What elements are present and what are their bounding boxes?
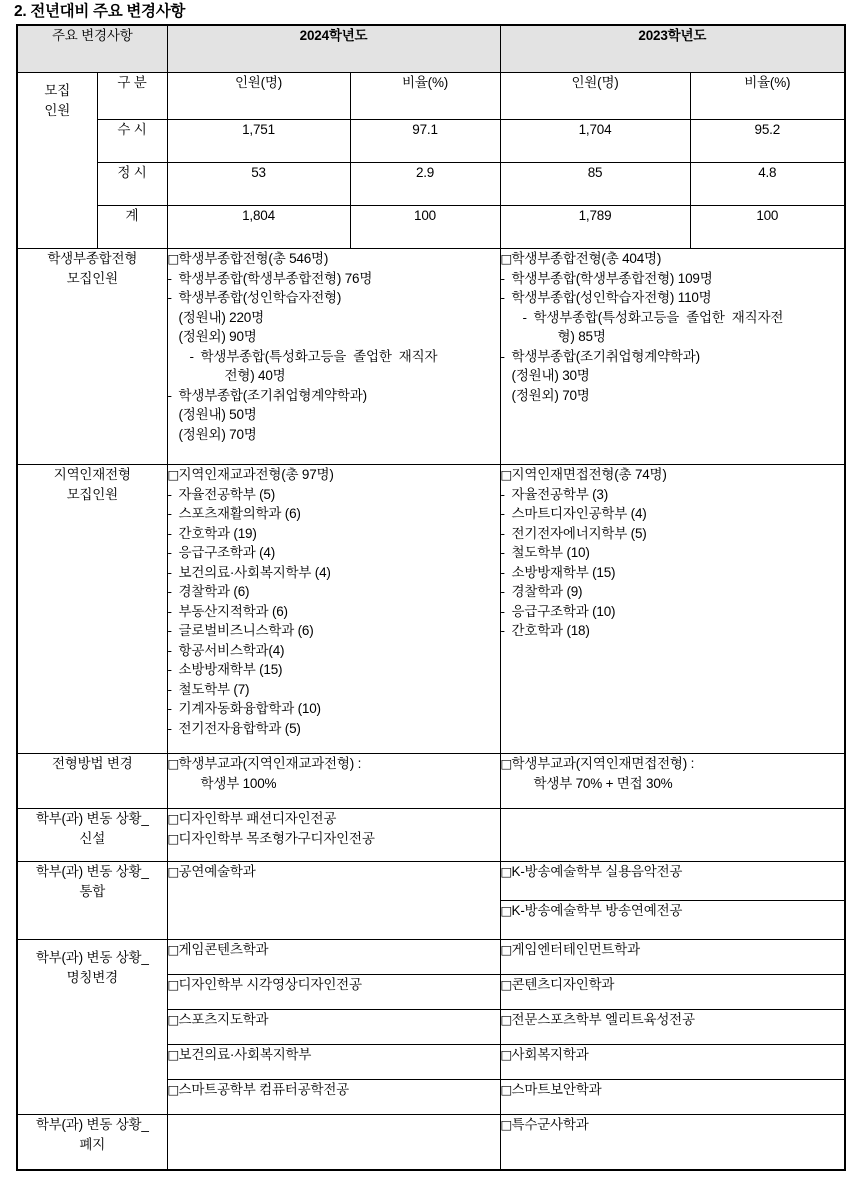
content-line-text: 전형) 40명: [224, 368, 286, 383]
content-line: [168, 829, 500, 849]
content-line-text: (정원외) 70명: [178, 426, 257, 442]
content-line-text: 학생부종합(조기취업형계약학과): [178, 387, 367, 403]
dash-bullet-icon: -: [500, 545, 505, 560]
new-department-2024-cell: [167, 809, 500, 862]
renamed-2023-text-2: 전문스포츠학부 엘리트육성전공: [511, 1012, 695, 1027]
dash-bullet-icon: -: [167, 564, 172, 580]
content-line: [501, 485, 845, 505]
renamed-2024-text-2: 스포츠지도학과: [178, 1012, 269, 1027]
renamed-2023-cell-4: [500, 1080, 845, 1115]
content-line-text: 간호학과 (18): [511, 623, 590, 638]
content-line-text: 철도학부 (7): [178, 681, 250, 697]
renamed-2024-cell-1: [167, 975, 500, 1010]
content-line: [168, 543, 500, 563]
content-line: [168, 269, 500, 289]
dash-bullet-icon: -: [167, 584, 172, 599]
merged-department-2024-cell: [167, 862, 500, 940]
new-department-row: [17, 809, 845, 862]
method-change-row: [17, 754, 845, 809]
content-line-text: 전기전자융합학과 (5): [178, 720, 301, 736]
new-department-2023-cell: [500, 809, 845, 862]
content-line: [168, 485, 500, 505]
dash-bullet-icon: -: [500, 348, 505, 364]
content-line: [168, 288, 500, 308]
content-line-text: 형) 85명: [557, 329, 606, 344]
table-row: [17, 120, 845, 163]
content-line-text: 자율전공학부 (3): [511, 486, 609, 502]
recruit-count2023-2: 1,789: [500, 206, 690, 249]
box-bullet-icon: □: [500, 1047, 513, 1062]
renamed-2023-text-3: 사회복지학과: [511, 1047, 589, 1062]
box-bullet-icon: □: [500, 903, 513, 918]
content-line: [168, 862, 500, 882]
merged-2023-text-0: K-방송예술학부 실용음악전공: [511, 864, 683, 879]
renamed-2023-cell-2: [500, 1010, 845, 1045]
box-bullet-icon: □: [167, 977, 180, 992]
method-change-label: 전형방법 변경: [17, 754, 167, 809]
content-line-text: (정원내) 50명: [178, 407, 257, 422]
content-line-text: (정원내) 220명: [178, 309, 264, 325]
content-line: [501, 249, 845, 269]
table-row: [17, 206, 845, 249]
content-line: [168, 809, 500, 829]
renamed-2024-text-1: 디자인학부 시각영상디자인전공: [178, 977, 362, 992]
regional-label: 지역인재전형 모집인원: [17, 465, 167, 754]
content-line-text: 학생부종합(학생부종합전형) 76명: [178, 270, 373, 286]
box-bullet-icon: □: [167, 1082, 180, 1097]
dash-bullet-icon: -: [167, 525, 172, 541]
new-department-label: 학부(과) 변동 상황_ 신설: [17, 809, 167, 862]
document-page: [0, 3, 862, 1190]
content-line: [168, 425, 500, 445]
content-line: [168, 582, 500, 602]
renamed-2023-text-4: 스마트보안학과: [511, 1082, 602, 1097]
content-line-text: 학생부종합(조기취업형계약학과): [511, 348, 700, 364]
content-line: [501, 504, 845, 524]
recruit-count2023-1: 85: [500, 163, 690, 206]
content-line-text: 디자인학부 목조형가구디자인전공: [178, 830, 375, 846]
recruit-ratio2024-0: 97.1: [350, 120, 500, 163]
recruit-subheader-count-2024: 인원(명): [167, 73, 350, 120]
recruit-count2024-2: 1,804: [167, 206, 350, 249]
content-line-text: (정원내) 30명: [511, 368, 590, 383]
content-line-text: (정원외) 90명: [178, 329, 257, 344]
regional-admission-row: [17, 465, 845, 754]
header-year-2024: 2024학년도: [167, 25, 500, 73]
dash-bullet-icon: -: [522, 309, 527, 325]
merged-department-2023-cell-1: [500, 901, 845, 940]
recruit-count2024-1: 53: [167, 163, 350, 206]
content-line-text: 지역인재면접전형(총 74명): [511, 467, 667, 482]
box-bullet-icon: □: [500, 1082, 513, 1097]
renamed-2024-text-3: 보건의료·사회복지학부: [178, 1047, 312, 1062]
dash-bullet-icon: -: [500, 525, 505, 541]
comprehensive-label: 학생부종합전형 모집인원: [17, 249, 167, 465]
renamed-2023-cell-3: [500, 1045, 845, 1080]
content-line-text: 학생부종합(특성화고등을 졸업한 재직자: [200, 348, 438, 364]
recruit-ratio2023-1: 4.8: [690, 163, 845, 206]
recruit-subheader-ratio-2024: 비율(%): [350, 73, 500, 120]
dash-bullet-icon: -: [167, 387, 172, 403]
box-bullet-icon: □: [500, 1117, 513, 1132]
dash-bullet-icon: -: [167, 623, 172, 638]
box-bullet-icon: □: [500, 942, 513, 957]
content-line-text: 보건의료·사회복지학부 (4): [178, 564, 331, 580]
content-line-text: 공연예술학과: [178, 864, 256, 879]
box-bullet-icon: □: [167, 1047, 180, 1062]
content-line-text: 소방방재학부 (15): [511, 564, 616, 580]
content-line: [501, 269, 845, 289]
dash-bullet-icon: -: [167, 662, 172, 677]
box-bullet-icon: □: [500, 756, 513, 771]
content-line: [501, 308, 845, 328]
dash-bullet-icon: -: [500, 603, 505, 619]
merged-2023-text-1: K-방송예술학부 방송연예전공: [511, 903, 683, 918]
content-line: [501, 1115, 845, 1135]
box-bullet-icon: □: [167, 1012, 180, 1027]
dash-bullet-icon: -: [500, 486, 505, 502]
recruit-subheader-ratio-2023: 비율(%): [690, 73, 845, 120]
content-line-text: 학생부 100%: [200, 775, 277, 791]
recruit-subheader-count-2023: 인원(명): [500, 73, 690, 120]
renamed-2024-cell-3: [167, 1045, 500, 1080]
content-line-text: 스마트디자인공학부 (4): [511, 506, 647, 521]
content-line-text: 학생부교과(지역인재교과전형) :: [178, 756, 362, 771]
content-line-text: 스포츠재활의학과 (6): [178, 506, 301, 521]
dash-bullet-icon: -: [167, 701, 172, 716]
renamed-2024-cell-2: [167, 1010, 500, 1045]
content-line: [501, 524, 845, 544]
content-line-text: 디자인학부 패션디자인전공: [178, 811, 337, 826]
table-row: [17, 163, 845, 206]
content-line: [168, 641, 500, 661]
dash-bullet-icon: -: [167, 290, 172, 305]
recruit-row-label: 모집 인원: [17, 73, 97, 249]
content-line: [168, 308, 500, 328]
box-bullet-icon: □: [167, 756, 180, 771]
content-line: [168, 405, 500, 425]
content-line-text: 학생부종합전형(총 404명): [511, 251, 662, 266]
recruit-division-1: 정 시: [97, 163, 167, 206]
recruit-ratio2023-0: 95.2: [690, 120, 845, 163]
main-changes-table: [16, 24, 846, 1171]
content-line: [501, 754, 845, 774]
content-line: [168, 660, 500, 680]
content-line-text: 부동산지적학과 (6): [178, 603, 288, 619]
recruit-ratio2024-1: 2.9: [350, 163, 500, 206]
renamed-2024-text-4: 스마트공학부 컴퓨터공학전공: [178, 1082, 349, 1097]
renamed-2024-cell-0: [167, 940, 500, 975]
dash-bullet-icon: -: [167, 642, 172, 658]
dash-bullet-icon: -: [167, 486, 172, 502]
recruit-division-2: 계: [97, 206, 167, 249]
content-line: [168, 504, 500, 524]
content-line-text: 소방방재학부 (15): [178, 662, 283, 677]
content-line-text: 간호학과 (19): [178, 525, 257, 541]
content-line: [501, 602, 845, 622]
dash-bullet-icon: -: [500, 270, 505, 286]
content-line: [501, 582, 845, 602]
content-line: [501, 621, 845, 641]
recruit-subheader-row: [17, 73, 845, 120]
renamed-2023-text-0: 게임엔터테인먼트학과: [511, 942, 640, 957]
renamed-2023-text-1: 콘텐츠디자인학과: [511, 977, 615, 992]
merged-department-label: 학부(과) 변동 상황_ 통합: [17, 862, 167, 940]
recruit-count2024-0: 1,751: [167, 120, 350, 163]
dash-bullet-icon: -: [500, 584, 505, 599]
regional-2023-cell: [500, 465, 845, 754]
content-line: [168, 386, 500, 406]
content-line-text: (정원외) 70명: [511, 387, 590, 403]
content-line-text: 철도학부 (10): [511, 545, 590, 560]
content-line-text: 학생부종합(학생부종합전형) 109명: [511, 270, 713, 286]
abolished-department-label: 학부(과) 변동 상황_ 폐지: [17, 1115, 167, 1171]
box-bullet-icon: □: [167, 251, 180, 266]
abolished-department-row: [17, 1115, 845, 1171]
recruit-division-0: 수 시: [97, 120, 167, 163]
comprehensive-2023-cell: [500, 249, 845, 465]
dash-bullet-icon: -: [167, 270, 172, 286]
content-line: [168, 602, 500, 622]
content-line-text: 학생부종합(특성화고등을 졸업한 재직자전: [533, 309, 784, 325]
content-line: [501, 563, 845, 583]
box-bullet-icon: □: [167, 830, 180, 846]
content-line: [168, 366, 500, 386]
renamed-department-label: 학부(과) 변동 상황_ 명칭변경: [17, 940, 167, 1115]
content-line-text: 글로벌비즈니스학과 (6): [178, 623, 314, 638]
content-line-text: 지역인재교과전형(총 97명): [178, 467, 334, 482]
recruit-ratio2023-2: 100: [690, 206, 845, 249]
dash-bullet-icon: -: [500, 564, 505, 580]
renamed-2024-text-0: 게임콘텐츠학과: [178, 942, 269, 957]
content-line-text: 전기전자에너지학부 (5): [511, 525, 647, 541]
content-line-text: 응급구조학과 (10): [511, 603, 616, 619]
box-bullet-icon: □: [500, 251, 513, 266]
box-bullet-icon: □: [167, 864, 180, 879]
content-line: [501, 288, 845, 308]
content-line: [168, 719, 500, 739]
content-line: [501, 774, 845, 794]
content-line-text: 학생부종합전형(총 546명): [178, 251, 329, 266]
content-line-text: 학생부교과(지역인재면접전형) :: [511, 756, 695, 771]
renamed-2023-cell-0: [500, 940, 845, 975]
renamed-2024-cell-4: [167, 1080, 500, 1115]
comprehensive-2024-cell: [167, 249, 500, 465]
dash-bullet-icon: -: [189, 348, 194, 364]
renamed-2023-cell-1: [500, 975, 845, 1010]
content-line: [168, 563, 500, 583]
content-line: [168, 680, 500, 700]
abolished-department-2024-cell: [167, 1115, 500, 1171]
content-line: [501, 366, 845, 386]
content-line: [501, 543, 845, 563]
dash-bullet-icon: -: [167, 545, 172, 560]
recruit-subheader-division: 구 분: [97, 73, 167, 120]
box-bullet-icon: □: [167, 942, 180, 957]
regional-2024-cell: [167, 465, 500, 754]
dash-bullet-icon: -: [500, 623, 505, 638]
content-line-text: 항공서비스학과(4): [178, 642, 285, 658]
box-bullet-icon: □: [500, 1012, 513, 1027]
box-bullet-icon: □: [500, 977, 513, 992]
content-line: [501, 465, 845, 485]
renamed-department-row-0: [17, 940, 845, 975]
dash-bullet-icon: -: [167, 506, 172, 521]
box-bullet-icon: □: [167, 467, 180, 482]
content-line: [168, 621, 500, 641]
content-line-text: 학생부종합(성인학습자전형): [178, 290, 342, 305]
content-line-text: 학생부종합(성인학습자전형) 110명: [511, 290, 712, 305]
content-line: [168, 327, 500, 347]
header-year-2023: 2023학년도: [500, 25, 845, 73]
content-line: [168, 699, 500, 719]
content-line: [168, 774, 500, 794]
content-line: [168, 754, 500, 774]
content-line: [168, 465, 500, 485]
content-line-text: 경찰학과 (9): [511, 584, 583, 599]
header-main-label: 주요 변경사항: [17, 25, 167, 73]
dash-bullet-icon: -: [500, 290, 505, 305]
box-bullet-icon: □: [500, 864, 513, 879]
content-line-text: 자율전공학부 (5): [178, 486, 276, 502]
content-line: [501, 386, 845, 406]
recruit-count2023-0: 1,704: [500, 120, 690, 163]
content-line-text: 학생부 70% + 면접 30%: [533, 775, 673, 791]
dash-bullet-icon: -: [167, 720, 172, 736]
merged-department-row-1: [17, 862, 845, 901]
content-line-text: 기계자동화융합학과 (10): [178, 701, 321, 716]
content-line: [501, 347, 845, 367]
method-change-2024-cell: [167, 754, 500, 809]
content-line: [168, 524, 500, 544]
dash-bullet-icon: -: [500, 506, 505, 521]
abolished-department-2023-cell: [500, 1115, 845, 1171]
dash-bullet-icon: -: [167, 681, 172, 697]
page-title: 2. 전년대비 주요 변경사항: [14, 3, 186, 20]
merged-department-2023-cell-0: [500, 862, 845, 901]
box-bullet-icon: □: [167, 811, 180, 826]
content-line-text: 응급구조학과 (4): [178, 545, 276, 560]
content-line: [168, 347, 500, 367]
content-line-text: 특수군사학과: [511, 1117, 589, 1132]
box-bullet-icon: □: [500, 467, 513, 482]
content-line-text: 경찰학과 (6): [178, 584, 250, 599]
method-change-2023-cell: [500, 754, 845, 809]
comprehensive-admission-row: [17, 249, 845, 465]
recruit-ratio2024-2: 100: [350, 206, 500, 249]
content-line: [501, 327, 845, 347]
dash-bullet-icon: -: [167, 603, 172, 619]
table-header-row: [17, 25, 845, 73]
content-line: [168, 249, 500, 269]
